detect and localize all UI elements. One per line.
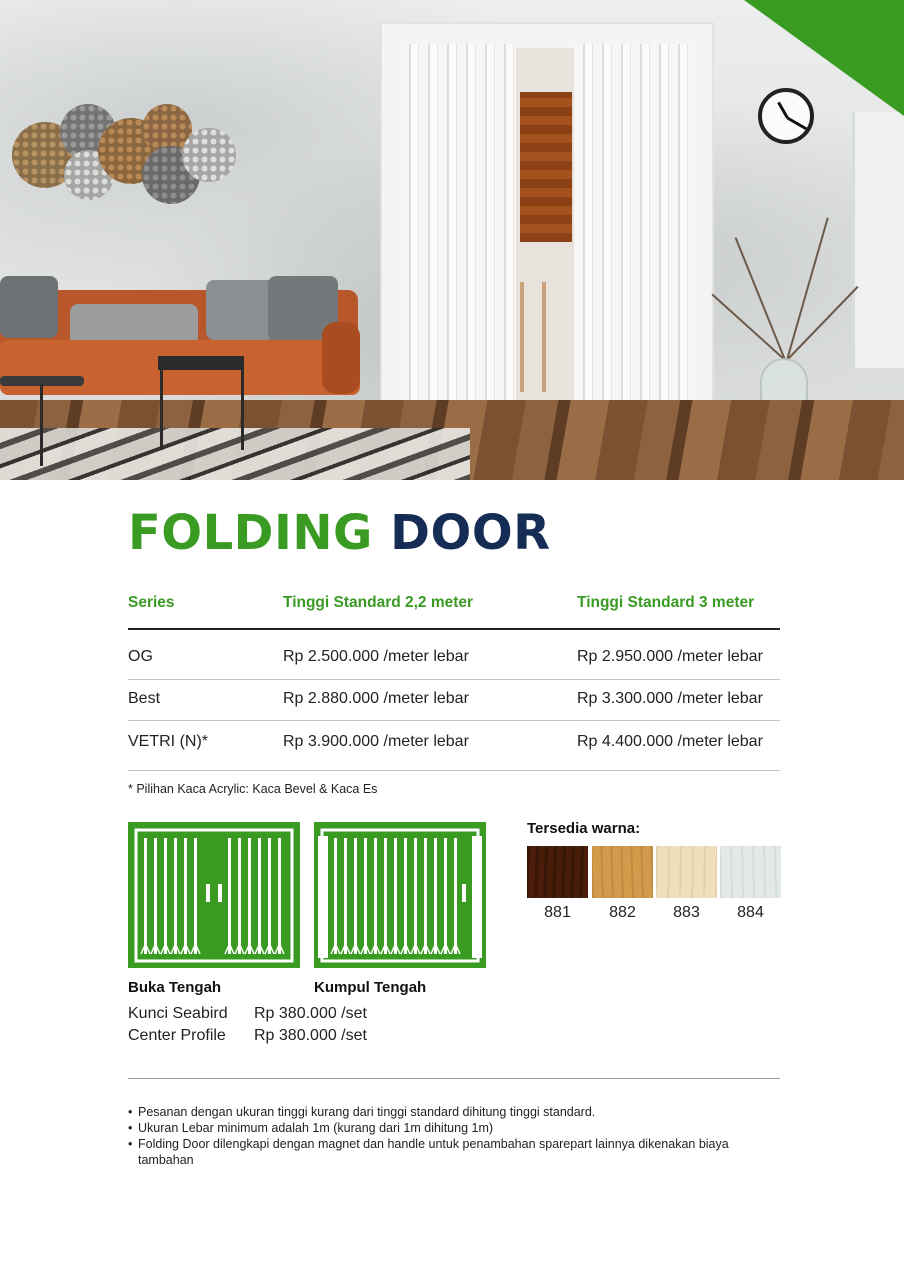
column-header-series: Series — [128, 594, 175, 611]
table-leg — [40, 384, 43, 466]
sofa-pillow — [0, 276, 58, 338]
table-leg — [241, 368, 244, 450]
price-2-2m: Rp 2.500.000 /meter lebar — [283, 648, 469, 665]
clock-minute-hand — [787, 117, 808, 131]
notes-list — [128, 1104, 768, 1168]
folding-door-panel-left — [400, 44, 516, 418]
coffee-table — [158, 356, 244, 370]
series-name: VETRI (N)* — [128, 733, 208, 750]
column-header-height-3m: Tinggi Standard 3 meter — [577, 594, 755, 611]
header-divider — [128, 628, 780, 630]
color-swatch-884 — [720, 846, 781, 898]
accessory-name: Kunci Seabird — [128, 1005, 228, 1022]
color-swatch-883 — [656, 846, 717, 898]
title-navy: DOOR — [390, 505, 551, 561]
folding-door-center-open-icon — [128, 822, 300, 973]
note-item: • Pesanan dengan ukuran tinggi kurang dari tinggi standard dihitung tinggi standard. — [128, 1104, 768, 1120]
price-3m: Rp 2.950.000 /meter lebar — [577, 648, 763, 665]
colors-title: Tersedia warna: — [527, 820, 641, 837]
corner-accent — [744, 0, 904, 116]
folding-door-center-stack-icon — [314, 822, 486, 973]
color-swatch-882 — [592, 846, 653, 898]
note-item: • Ukuran Lebar minimum adalah 1m (kurang dari 1m dihitung 1m) — [128, 1120, 768, 1136]
color-code: 883 — [673, 904, 700, 921]
hero-photo — [0, 0, 904, 480]
diagram-label-buka-tengah: Buka Tengah — [128, 979, 222, 996]
wall-mosaic — [520, 92, 572, 242]
series-name: Best — [128, 690, 161, 707]
color-code: 884 — [737, 904, 764, 921]
price-2-2m: Rp 2.880.000 /meter lebar — [283, 690, 469, 707]
folding-door-panel-right — [574, 44, 694, 418]
color-swatch-881 — [527, 846, 588, 898]
accessory-price: Rp 380.000 /set — [254, 1005, 367, 1022]
column-header-height-2-2m: Tinggi Standard 2,2 meter — [283, 594, 474, 611]
row-divider — [128, 770, 780, 771]
accessory-name: Center Profile — [128, 1027, 226, 1044]
wall-decor-disc — [182, 128, 236, 182]
note-item: • Folding Door dilengkapi dengan magnet dan handle untuk penambahan sparepart lainnya dikenakan biaya tambahan — [128, 1136, 768, 1168]
table-footnote: * Pilihan Kaca Acrylic: Kaca Bevel & Kaca Es — [128, 782, 378, 796]
diagram-label-kumpul-tengah: Kumpul Tengah — [314, 979, 427, 996]
chair — [520, 282, 546, 392]
footer-divider — [128, 1078, 780, 1079]
sofa-arm — [322, 322, 360, 394]
side-door — [852, 112, 904, 368]
row-divider — [128, 720, 780, 721]
title-green: FOLDING — [128, 505, 373, 561]
color-code: 881 — [544, 904, 571, 921]
table-leg — [160, 368, 163, 450]
accessory-price: Rp 380.000 /set — [254, 1027, 367, 1044]
price-2-2m: Rp 3.900.000 /meter lebar — [283, 733, 469, 750]
series-name: OG — [128, 648, 153, 665]
page-title — [128, 505, 551, 561]
color-code: 882 — [609, 904, 636, 921]
price-3m: Rp 4.400.000 /meter lebar — [577, 733, 763, 750]
row-divider — [128, 679, 780, 680]
price-3m: Rp 3.300.000 /meter lebar — [577, 690, 763, 707]
rug — [0, 428, 470, 480]
